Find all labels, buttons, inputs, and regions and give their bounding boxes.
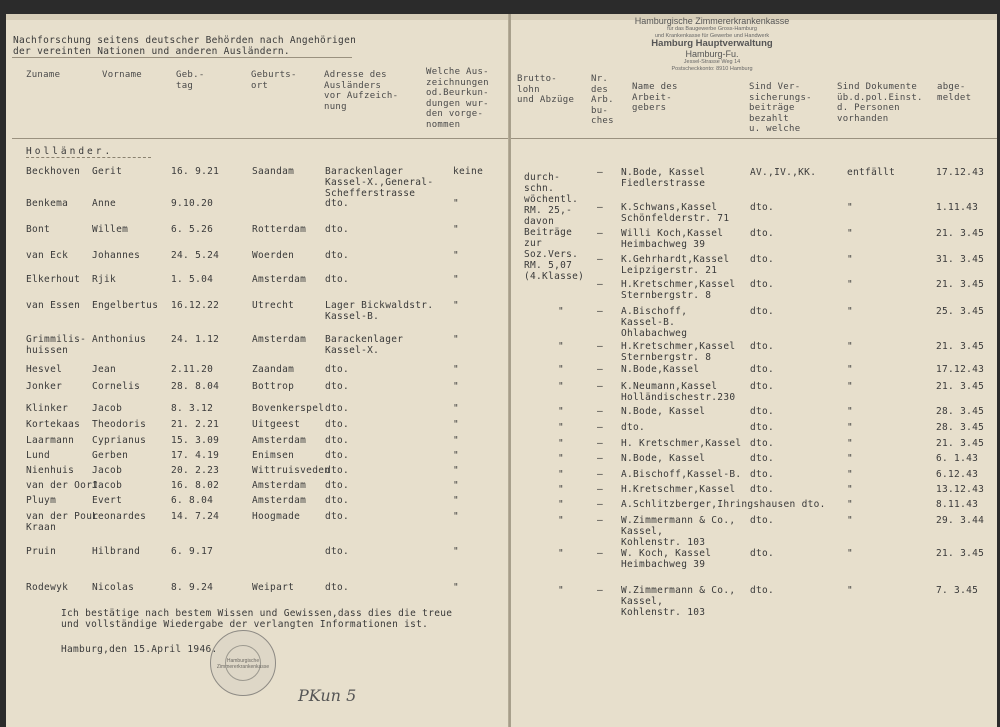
row-birthdate: 24. 5.24 — [171, 250, 220, 261]
row-deregistered: 6.12.43 — [936, 469, 979, 480]
row-birthdate: 6. 5.26 — [171, 224, 214, 235]
row-employer: dto. — [621, 422, 646, 433]
row-birthdate: 2.11.20 — [171, 364, 214, 375]
header-gross-wage: Brutto- lohn und Abzüge — [517, 74, 575, 105]
row-birthdate: 16.12.22 — [171, 300, 220, 311]
row-workbook-number: — — [597, 438, 604, 449]
row-surname: Pruin — [26, 546, 57, 557]
row-employer: N.Bode, Kassel — [621, 406, 706, 417]
row-gross-ditto: " — [558, 406, 565, 417]
row-documents: " — [847, 469, 854, 480]
row-surname: Kraan — [26, 522, 57, 533]
row-workbook-number: — — [597, 469, 604, 480]
row-firstname: Theodoris — [92, 419, 147, 430]
row-workbook-number: — — [597, 381, 604, 392]
row-birthplace: Amsterdam — [252, 435, 307, 446]
official-seal — [210, 630, 276, 696]
row-gross-ditto: " — [558, 438, 565, 449]
row-address: dto. — [325, 224, 350, 235]
row-birthplace: Amsterdam — [252, 480, 307, 491]
row-workbook-number: — — [597, 254, 604, 265]
row-birthdate: 28. 8.04 — [171, 381, 220, 392]
row-surname: Bont — [26, 224, 51, 235]
stamp-line4: Hamburg Hauptverwaltung — [651, 38, 773, 49]
title-underline — [12, 57, 352, 58]
row-birthdate: 21. 2.21 — [171, 419, 220, 430]
row-birthplace: Bottrop — [252, 381, 295, 392]
row-insurance: dto. — [750, 484, 775, 495]
row-deregistered: 29. 3.44 — [936, 515, 985, 526]
row-employer: H.Kretschmer,Kassel — [621, 484, 736, 495]
header-bottom-rule-right — [511, 138, 997, 139]
row-birthdate: 8. 9.24 — [171, 582, 214, 593]
row-birthdate: 6. 9.17 — [171, 546, 214, 557]
row-firstname: Engelbertus — [92, 300, 159, 311]
row-documents: " — [847, 228, 854, 239]
row-surname: Laarmann — [26, 435, 75, 446]
row-birthplace: Amsterdam — [252, 274, 307, 285]
row-documents: " — [847, 341, 854, 352]
nationality-underline — [26, 157, 151, 158]
row-firstname: Jean — [92, 364, 117, 375]
row-deregistered: 21. 3.45 — [936, 548, 985, 559]
row-deregistered: 1.11.43 — [936, 202, 979, 213]
row-birthdate: 16. 8.02 — [171, 480, 220, 491]
row-deregistered: 25. 3.45 — [936, 306, 985, 317]
row-documents: " — [847, 422, 854, 433]
row-workbook-number: — — [597, 499, 604, 510]
row-address: dto. — [325, 364, 350, 375]
row-firstname: Leonardes — [92, 511, 147, 522]
row-workbook-number: — — [597, 453, 604, 464]
header-firstname: Vorname — [102, 70, 143, 80]
row-address: dto. — [325, 419, 350, 430]
row-firstname: Rjik — [92, 274, 117, 285]
row-birthdate: 8. 3.12 — [171, 403, 214, 414]
row-workbook-number: — — [597, 279, 604, 290]
row-records: " — [453, 403, 460, 414]
row-birthplace: Utrecht — [252, 300, 295, 311]
row-records: " — [453, 198, 460, 209]
row-employer: K.Gehrhardt,Kassel Leipzigerstr. 21 — [621, 254, 730, 276]
row-records: keine — [453, 166, 484, 177]
row-birthdate: 20. 2.23 — [171, 465, 220, 476]
handwritten-signature: PKun 5 — [298, 686, 357, 705]
row-surname: Hesvel — [26, 364, 63, 375]
row-firstname: Evert — [92, 495, 123, 506]
row-gross-ditto: " — [558, 548, 565, 559]
row-workbook-number: — — [597, 422, 604, 433]
row-address: dto. — [325, 546, 350, 557]
stamp-line2: für das Baugewerbe Gross-Hamburg — [667, 26, 757, 32]
row-firstname: Hilbrand — [92, 546, 141, 557]
row-deregistered: 21. 3.45 — [936, 438, 985, 449]
row-surname: Rodewyk — [26, 582, 69, 593]
row-deregistered: 13.12.43 — [936, 484, 985, 495]
row-employer: K.Neumann,Kassel Holländischestr.230 — [621, 381, 736, 403]
row-surname: van Eck — [26, 250, 69, 261]
header-insurance: Sind Ver- sicherungs- beiträge bezahlt u. welche — [749, 82, 812, 134]
row-deregistered: 21. 3.45 — [936, 279, 985, 290]
row-surname: Lund — [26, 450, 51, 461]
row-gross-ditto: " — [558, 422, 565, 433]
row-firstname: Jacob — [92, 480, 123, 491]
row-insurance: dto. — [750, 279, 775, 290]
header-birthdate: Geb.- tag — [176, 70, 205, 91]
row-firstname: Anthonius — [92, 334, 147, 345]
row-insurance: dto. — [750, 254, 775, 265]
row-firstname: Nicolas — [92, 582, 135, 593]
row-birthdate: 16. 9.21 — [171, 166, 220, 177]
row-birthdate: 1. 5.04 — [171, 274, 214, 285]
row-address: dto. — [325, 381, 350, 392]
header-birthplace: Geburts- ort — [251, 70, 297, 91]
row-firstname: Cornelis — [92, 381, 141, 392]
row-records: " — [453, 274, 460, 285]
row-address: Barackenlager Kassel-X. — [325, 334, 404, 356]
row-documents: " — [847, 548, 854, 559]
row-records: " — [453, 334, 460, 345]
row-records: " — [453, 465, 460, 476]
header-documents: Sind Dokumente üb.d.pol.Einst. d. Personen vorhanden — [837, 82, 923, 124]
row-birthdate: 17. 4.19 — [171, 450, 220, 461]
row-documents: " — [847, 306, 854, 317]
stamp-line6: Jessel-Strasse Weg 14 — [683, 59, 741, 65]
row-workbook-number: — — [597, 306, 604, 317]
row-gross-ditto: " — [558, 515, 565, 526]
row-employer: K.Schwans,Kassel Schönfelderstr. 71 — [621, 202, 730, 224]
row-insurance: dto. — [750, 202, 775, 213]
row-firstname: Anne — [92, 198, 117, 209]
document-title-line2: der vereinten Nationen und anderen Ausländern. — [13, 46, 290, 57]
stamp-line7: Postscheckkonto: 8910 Hamburg — [671, 65, 753, 72]
row-birthplace: Amsterdam — [252, 334, 307, 345]
row-insurance: dto. — [750, 381, 775, 392]
row-records: " — [453, 511, 460, 522]
row-birthplace: Weipart — [252, 582, 295, 593]
row-deregistered: 17.12.43 — [936, 364, 985, 375]
row-deregistered: 6. 1.43 — [936, 453, 979, 464]
seal-text: Hamburgische Zimmererkrankenkasse — [216, 658, 270, 670]
row-workbook-number: — — [597, 484, 604, 495]
row-deregistered: 21. 3.45 — [936, 341, 985, 352]
row-birthplace: Zaandam — [252, 364, 295, 375]
row-birthplace: Bovenkerspel — [252, 403, 325, 414]
row-documents: " — [847, 406, 854, 417]
row-records: " — [453, 381, 460, 392]
row-gross-ditto: " — [558, 469, 565, 480]
row-employer: Willi Koch,Kassel Heimbachweg 39 — [621, 228, 724, 250]
row-workbook-number: — — [597, 548, 604, 559]
row-surname: Grimmilis- huissen — [26, 334, 87, 356]
row-birthplace: Wittruisveden — [252, 465, 331, 476]
header-surname: Zuname — [26, 70, 61, 80]
row-records: " — [453, 495, 460, 506]
row-deregistered: 7. 3.45 — [936, 585, 979, 596]
row-insurance: dto. — [750, 422, 775, 433]
row-documents: " — [847, 515, 854, 526]
row-employer: W.Zimmermann & Co., Kassel, Kohlenstr. 103 — [621, 585, 736, 618]
row-birthplace: Hoogmade — [252, 511, 301, 522]
row-deregistered: 31. 3.45 — [936, 254, 985, 265]
row-firstname: Gerit — [92, 166, 123, 177]
row-records: " — [453, 435, 460, 446]
row-insurance: dto. — [750, 548, 775, 559]
row-insurance: dto. — [750, 585, 775, 596]
row-documents: " — [847, 585, 854, 596]
stamp-line5: Hamburg-Fu. — [685, 49, 739, 59]
row-birthplace: Enimsen — [252, 450, 295, 461]
header-records: Welche Aus- zeichnungen od.Beurkun- dungen wur- den vorge- nommen — [426, 67, 489, 130]
certification-line2: und vollständige Wiedergabe der verlangten Informationen ist. — [61, 619, 429, 630]
row-documents: " — [847, 453, 854, 464]
right-document-page — [511, 14, 997, 727]
row-gross-ditto: " — [558, 499, 565, 510]
row-surname: van der Oort — [26, 480, 99, 491]
row-workbook-number: — — [597, 364, 604, 375]
row-employer: A.Schlitzberger,Ihringshausen dto. — [621, 499, 826, 510]
row-firstname: Jacob — [92, 403, 123, 414]
row-surname: Kortekaas — [26, 419, 81, 430]
stamp-line1: Hamburgische Zimmererkrankenkasse — [634, 16, 790, 26]
row-gross-ditto: " — [558, 484, 565, 495]
row-address: dto. — [325, 250, 350, 261]
header-workbook-number: Nr. des Arb. bu- ches — [591, 74, 614, 126]
row-birthdate: 14. 7.24 — [171, 511, 220, 522]
row-deregistered: 21. 3.45 — [936, 381, 985, 392]
row-employer: A.Bischoff, Kassel-B. Ohlabachweg — [621, 306, 688, 339]
row-employer: N.Bode,Kassel — [621, 364, 700, 375]
row-insurance: dto. — [750, 453, 775, 464]
row-surname: Pluym — [26, 495, 57, 506]
row-records: " — [453, 546, 460, 557]
row-records: " — [453, 582, 460, 593]
row-firstname: Johannes — [92, 250, 141, 261]
row-documents: " — [847, 202, 854, 213]
row-documents: " — [847, 254, 854, 265]
row-workbook-number: — — [597, 341, 604, 352]
row-address: dto. — [325, 450, 350, 461]
row-firstname: Cyprianus — [92, 435, 147, 446]
row-insurance: dto. — [750, 406, 775, 417]
row-deregistered: 28. 3.45 — [936, 406, 985, 417]
row-insurance: dto. — [750, 228, 775, 239]
row-address: Barackenlager Kassel-X.,General- Schefferstrasse — [325, 166, 434, 199]
row-documents: " — [847, 438, 854, 449]
row-gross-ditto: " — [558, 453, 565, 464]
row-gross-ditto: " — [558, 306, 565, 317]
row-address: dto. — [325, 511, 350, 522]
row-surname: Jonker — [26, 381, 63, 392]
row-records: " — [453, 224, 460, 235]
row-birthplace: Rotterdam — [252, 224, 307, 235]
row-employer: W.Zimmermann & Co., Kassel, Kohlenstr. 103 — [621, 515, 736, 548]
nationality-label: Holländer. — [26, 146, 114, 157]
row-employer: N.Bode, Kassel — [621, 453, 706, 464]
row-documents: " — [847, 279, 854, 290]
page-top-edge — [6, 14, 509, 20]
row-documents: " — [847, 381, 854, 392]
row-workbook-number: — — [597, 202, 604, 213]
row-gross-ditto: " — [558, 341, 565, 352]
row-records: " — [453, 450, 460, 461]
row-address: dto. — [325, 495, 350, 506]
header-employer: Name des Arbeit- gebers — [632, 82, 678, 113]
certification-line1: Ich bestätige nach bestem Wissen und Gewissen,dass dies die treue — [61, 608, 453, 619]
row-insurance: dto. — [750, 438, 775, 449]
row-insurance: dto. — [750, 341, 775, 352]
row-employer: H.Kretschmer,Kassel Sternbergstr. 8 — [621, 341, 736, 363]
row-address: dto. — [325, 582, 350, 593]
header-deregistered: abge- meldet — [937, 82, 972, 103]
row-firstname: Gerben — [92, 450, 129, 461]
row-firstname: Willem — [92, 224, 129, 235]
row-records: " — [453, 250, 460, 261]
row-birthplace: Amsterdam — [252, 495, 307, 506]
row-address: dto. — [325, 435, 350, 446]
row-insurance: dto. — [750, 364, 775, 375]
row-birthplace: Woerden — [252, 250, 295, 261]
row-insurance: dto. — [750, 469, 775, 480]
row-address: Lager Bickwaldstr. Kassel-B. — [325, 300, 434, 322]
row-surname: Beckhoven — [26, 166, 81, 177]
row-employer: N.Bode, Kassel Fiedlerstrasse — [621, 167, 706, 189]
row-address: dto. — [325, 274, 350, 285]
insurance-stamp — [627, 16, 797, 72]
row-records: " — [453, 300, 460, 311]
place-date: Hamburg,den 15.April 1946. — [61, 644, 218, 655]
row-deregistered: 28. 3.45 — [936, 422, 985, 433]
row-gross-ditto: " — [558, 364, 565, 375]
row-birthplace: Uitgeest — [252, 419, 301, 430]
row-address: dto. — [325, 465, 350, 476]
row-gross-ditto: " — [558, 585, 565, 596]
row-surname: Benkema — [26, 198, 69, 209]
row-employer: W. Koch, Kassel Heimbachweg 39 — [621, 548, 712, 570]
row-employer: H. Kretschmer,Kassel — [621, 438, 742, 449]
row-deregistered: 8.11.43 — [936, 499, 979, 510]
row-documents: " — [847, 364, 854, 375]
row-insurance: dto. — [750, 306, 775, 317]
row-insurance: dto. — [750, 515, 775, 526]
row-workbook-number: — — [597, 585, 604, 596]
header-bottom-rule — [12, 138, 509, 139]
stamp-line3: und Krankenkasse für Gewerbe und Handwerk — [654, 32, 770, 39]
row-birthdate: 24. 1.12 — [171, 334, 220, 345]
row-deregistered: 21. 3.45 — [936, 228, 985, 239]
row-documents: " — [847, 484, 854, 495]
row-gross-ditto: " — [558, 381, 565, 392]
row-birthplace: Saandam — [252, 166, 295, 177]
row-surname: Klinker — [26, 403, 69, 414]
left-document-page — [6, 14, 509, 727]
row-address: dto. — [325, 480, 350, 491]
row-employer: H.Kretschmer,Kassel Sternbergstr. 8 — [621, 279, 736, 301]
row-surname: van der Pour — [26, 511, 99, 522]
gross-wage-note: durch- schn. wöchentl. RM. 25,- davon Beiträge zur Soz.Vers. RM. 5,07 (4.Klasse) — [524, 172, 585, 282]
row-birthdate: 9.10.20 — [171, 198, 214, 209]
row-address: dto. — [325, 198, 350, 209]
document-title-line1: Nachforschung seitens deutscher Behörden nach Angehörigen — [13, 35, 357, 46]
header-address: Adresse des Ausländers vor Aufzeich- nung — [324, 70, 399, 112]
row-firstname: Jacob — [92, 465, 123, 476]
row-records: " — [453, 419, 460, 430]
row-documents: entfällt — [847, 167, 896, 178]
row-surname: Nienhuis — [26, 465, 75, 476]
row-deregistered: 17.12.43 — [936, 167, 985, 178]
row-workbook-number: — — [597, 167, 604, 178]
row-workbook-number: — — [597, 406, 604, 417]
row-records: " — [453, 364, 460, 375]
row-birthdate: 15. 3.09 — [171, 435, 220, 446]
row-address: dto. — [325, 403, 350, 414]
row-documents: " — [847, 499, 854, 510]
row-surname: van Essen — [26, 300, 81, 311]
row-birthdate: 6. 8.04 — [171, 495, 214, 506]
row-workbook-number: — — [597, 228, 604, 239]
row-records: " — [453, 480, 460, 491]
row-surname: Elkerhout — [26, 274, 81, 285]
row-insurance: AV.,IV.,KK. — [750, 167, 817, 178]
row-employer: A.Bischoff,Kassel-B. — [621, 469, 742, 480]
row-workbook-number: — — [597, 515, 604, 526]
